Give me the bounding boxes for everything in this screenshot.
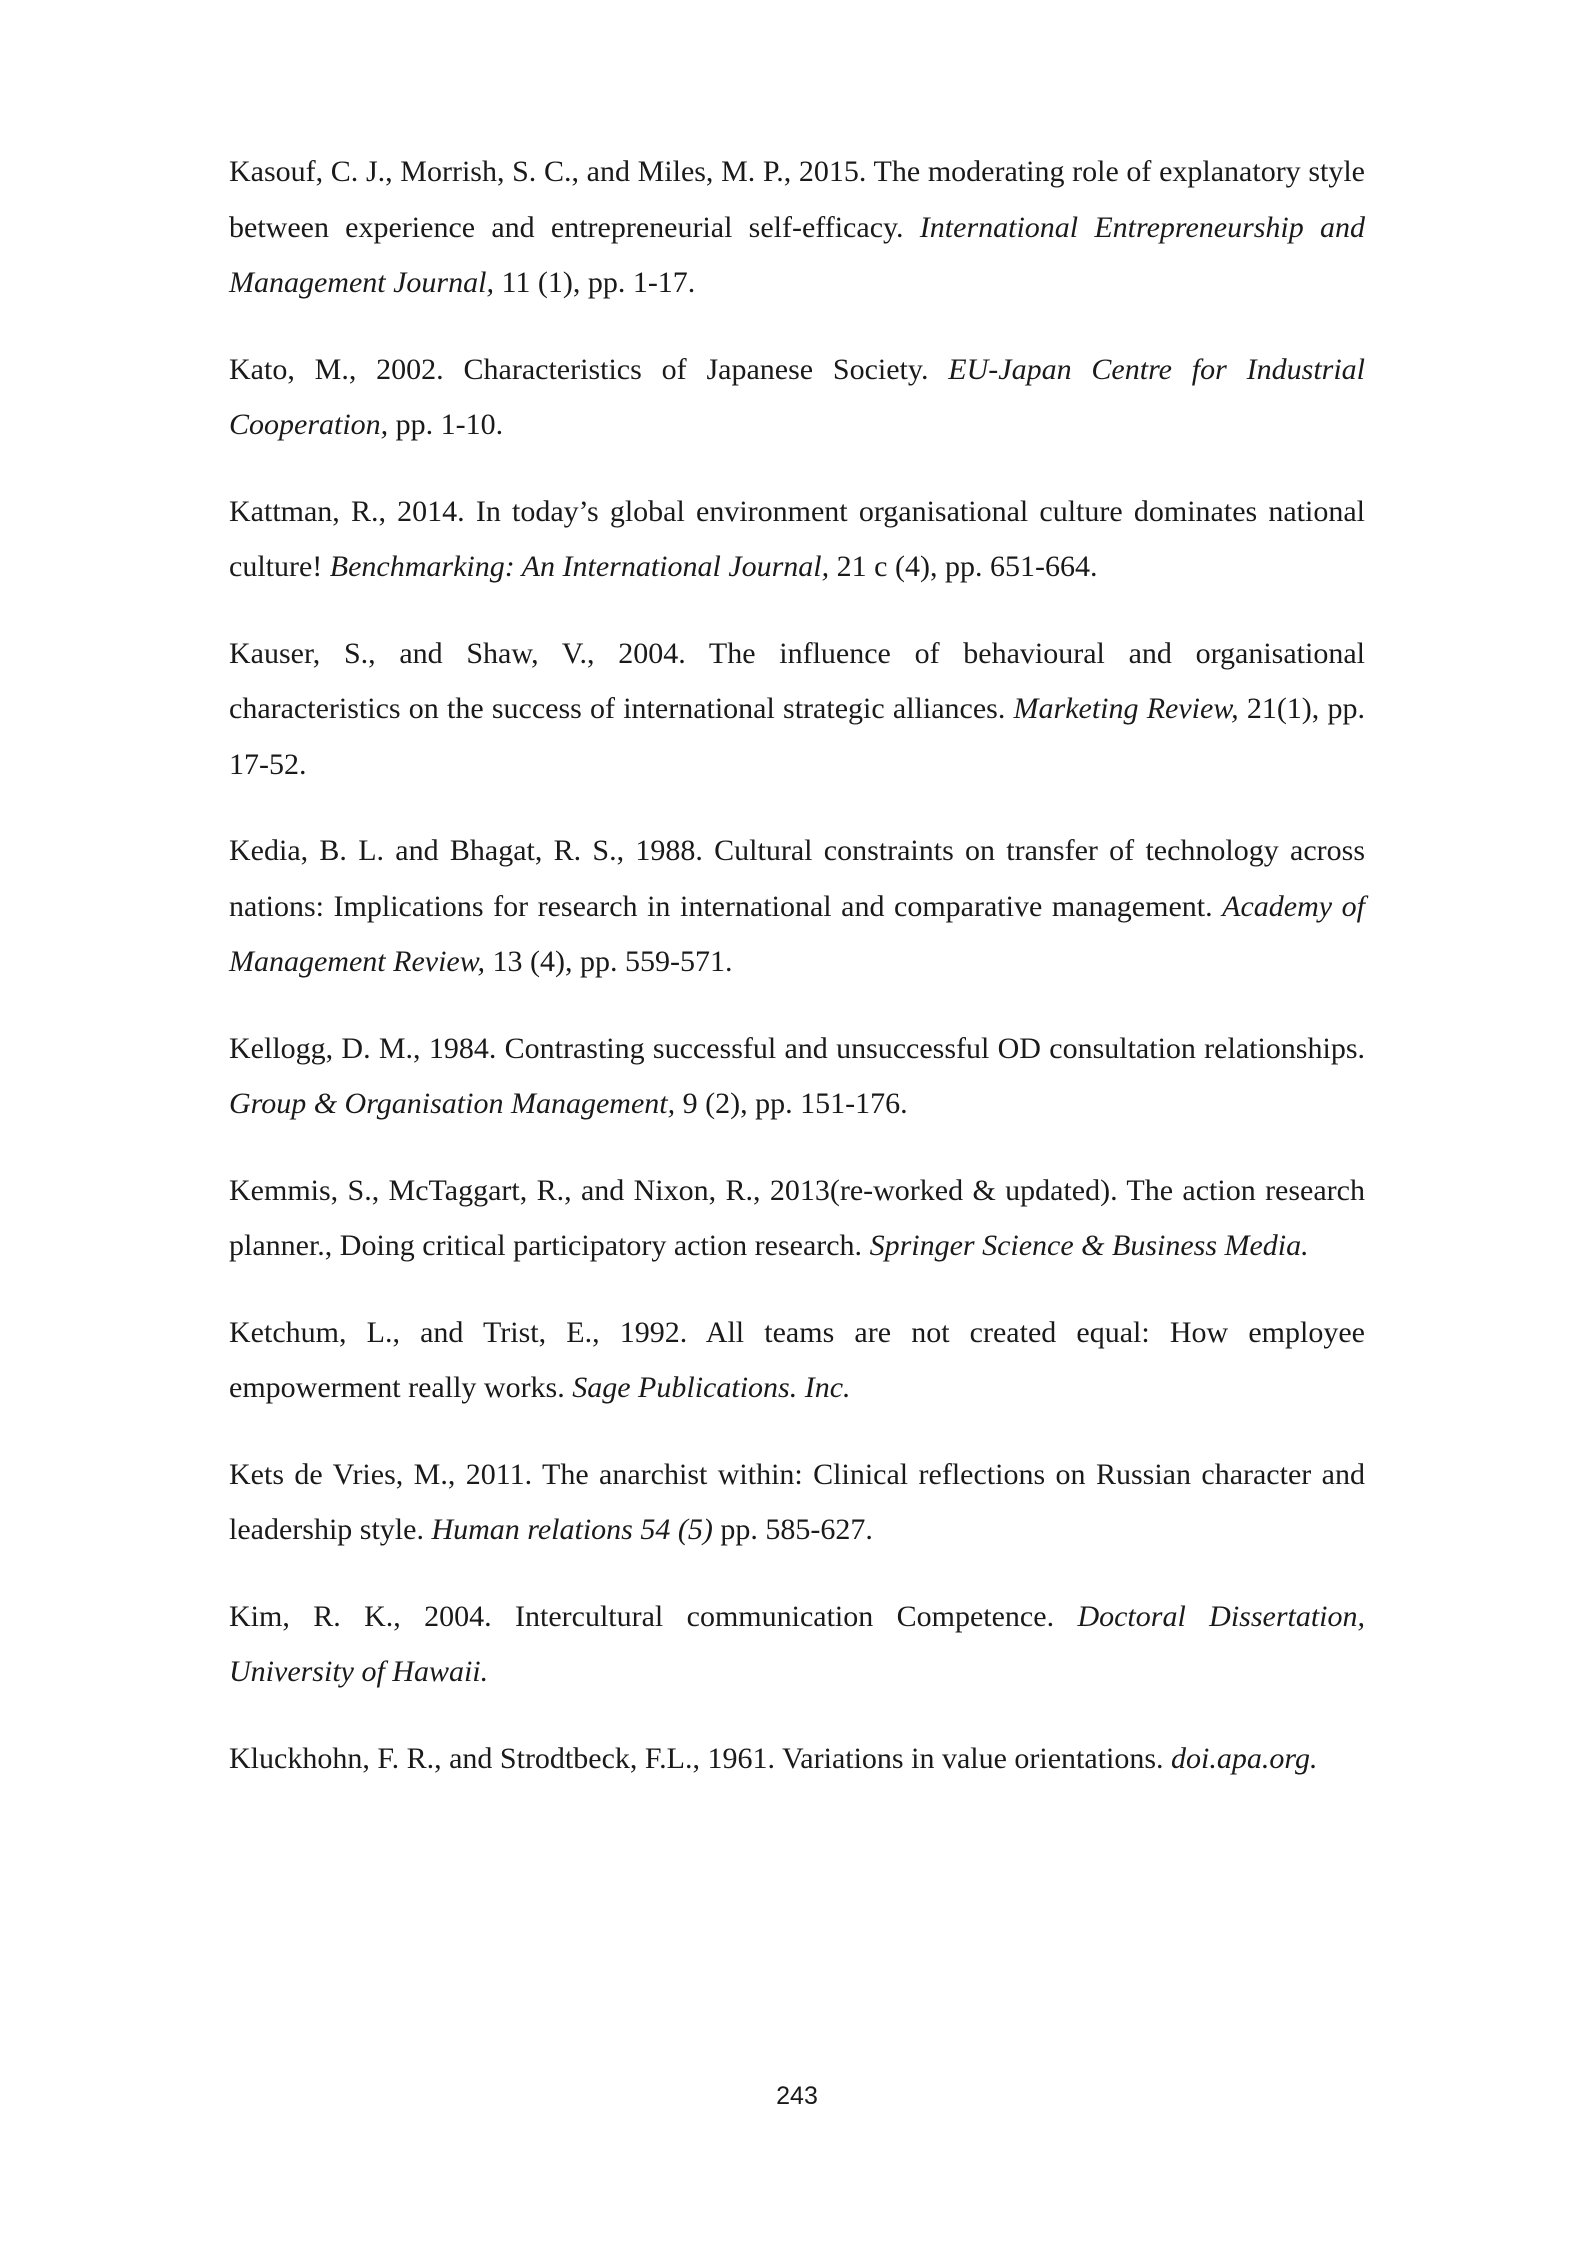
reference-entry: [229, 1021, 1365, 1132]
reference-source-italic: Springer Science & Business Media.: [869, 1229, 1309, 1262]
reference-text: Kluckhohn, F. R., and Strodtbeck, F.L., 1961. Variations in value orientations.: [229, 1741, 1172, 1775]
reference-text: Kedia, B. L. and Bhagat, R. S., 1988. Cultural constraints on transfer of technology across nations: Implications for research in international and comparative management.: [229, 834, 1365, 923]
reference-source-italic: Human relations 54 (5): [431, 1513, 713, 1546]
reference-source-italic: Sage Publications. Inc.: [572, 1371, 851, 1404]
reference-entry: [229, 1447, 1365, 1558]
reference-text: Kattman, R., 2014. In today’s global environment organisational culture dominates national culture!: [229, 494, 1365, 583]
reference-source-italic: Group & Organisation Management,: [229, 1087, 676, 1120]
reference-entry: [229, 1163, 1365, 1274]
reference-text: 21 c (4), pp. 651-664.: [829, 550, 1098, 583]
reference-entry: [229, 484, 1365, 595]
reference-text: Kim, R. K., 2004. Intercultural communication Competence.: [229, 1599, 1078, 1633]
reference-text: Kemmis, S., McTaggart, R., and Nixon, R., 2013(re-worked & updated). The action research planner., Doing critical participatory action research.: [229, 1173, 1365, 1262]
reference-list: [229, 144, 1365, 1817]
reference-text: 13 (4), pp. 559-571.: [485, 945, 733, 978]
page-number: 243: [776, 2082, 818, 2110]
reference-text: Kets de Vries, M., 2011. The anarchist within: Clinical reflections on Russian character and leadership style.: [229, 1457, 1365, 1546]
reference-text: Kauser, S., and Shaw, V., 2004. The influence of behavioural and organisational characteristics on the success of international strategic alliances.: [229, 636, 1365, 725]
reference-entry: [229, 1305, 1365, 1416]
reference-entry: [229, 823, 1365, 990]
reference-entry: [229, 144, 1365, 311]
reference-text: Kato, M., 2002. Characteristics of Japanese Society.: [229, 352, 949, 386]
reference-source-italic: International Entrepreneurship and Management Journal,: [229, 210, 1366, 299]
reference-entry: [229, 1589, 1365, 1700]
reference-text: 9 (2), pp. 151-176.: [675, 1087, 908, 1120]
reference-text: 21(1), pp. 17-52.: [229, 692, 1366, 781]
reference-text: Ketchum, L., and Trist, E., 1992. All teams are not created equal: How employee empowerment really works.: [229, 1315, 1365, 1404]
reference-entry: [229, 1731, 1365, 1787]
reference-source-italic: Doctoral Dissertation, University of Hawaii.: [229, 1599, 1365, 1688]
reference-source-italic: EU-Japan Centre for Industrial Cooperation,: [229, 352, 1365, 441]
reference-source-italic: Benchmarking: An International Journal,: [329, 550, 830, 583]
reference-text: pp. 1-10.: [388, 408, 504, 441]
reference-text: Kasouf, C. J., Morrish, S. C., and Miles, M. P., 2015. The moderating role of explanatory style between experience and entrepreneurial self-efficacy.: [229, 155, 1365, 244]
reference-entry: [229, 342, 1365, 453]
reference-source-italic: Academy of Management Review,: [229, 889, 1365, 978]
reference-source-italic: Marketing Review,: [1013, 692, 1239, 725]
reference-text: 11 (1), pp. 1-17.: [493, 266, 696, 299]
reference-text: pp. 585-627.: [712, 1513, 873, 1546]
reference-source-italic: doi.apa.org.: [1171, 1741, 1318, 1775]
reference-text: Kellogg, D. M., 1984. Contrasting successful and unsuccessful OD consultation relationships.: [229, 1031, 1365, 1065]
reference-entry: [229, 626, 1365, 793]
